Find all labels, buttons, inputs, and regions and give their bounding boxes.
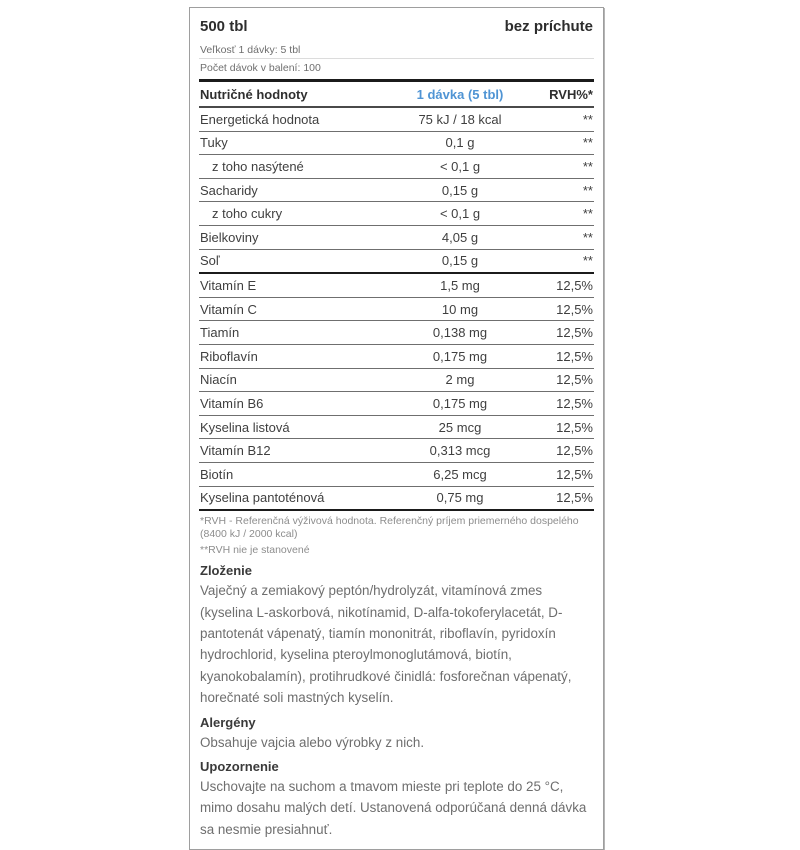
nutrient-name: Biotín [200,466,234,482]
nutrient-value: 0,313 mcg [429,443,491,459]
nutrient-value: 0,15 g [441,253,479,269]
table-row [199,179,594,203]
table-row [199,132,594,156]
table-row [199,250,594,275]
product-quantity: 500 tbl [200,18,248,35]
nutrient-value: 2 mg [445,372,475,388]
nutrient-value: 1,5 mg [440,277,480,293]
footnote-rvh-definition: *RVH - Referenčná výživová hodnota. Referenčný príjem priemerného dospelého (8400 kJ / 2000 kcal) [200,515,579,541]
nutrient-value: 6,25 mcg [433,466,487,482]
nutrient-rvh: ** [582,206,593,222]
nutrient-name: Vitamín C [200,301,257,317]
nutrient-name: Soľ [200,253,220,269]
nutrient-rvh: 12,5% [556,277,593,293]
nutrient-value: < 0,1 g [439,206,481,222]
nutrition-table-header [199,82,594,108]
table-row [199,345,594,369]
nutrition-table [199,108,594,511]
nutrient-rvh: 12,5% [556,348,593,364]
nutrient-name: Kyselina listová [200,419,290,435]
nutrient-rvh: 12,5% [556,301,593,317]
table-row [199,226,594,250]
nutrient-value: 10 mg [441,301,479,317]
nutrient-value: 4,05 g [441,229,479,245]
servings-count-line: Počet dávok v balení: 100 [200,61,321,74]
nutrient-value: 0,138 mg [432,325,488,341]
nutrient-rvh: ** [582,135,593,151]
ingredients-heading: Zloženie [200,563,253,579]
nutrient-name: Vitamín B6 [200,395,264,411]
nutrition-label-panel [189,7,604,850]
nutrient-rvh: 12,5% [556,395,593,411]
table-row [199,155,594,179]
nutrient-name: Sacharidy [200,182,258,198]
warning-body: Uschovajte na suchom a tmavom mieste pri teplote do 25 °C, mimo dosahu malých detí. Ustanovená odporúčaná denná dávka sa nesmie presiahnuť. [200,778,587,837]
table-row [199,487,594,512]
table-row [199,108,594,132]
nutrient-name: Tuky [200,135,228,151]
nutrient-name: Niacín [200,372,237,388]
nutrient-name: Bielkoviny [200,229,259,245]
nutrient-value: 0,175 mg [432,348,488,364]
table-row [199,416,594,440]
nutrient-name: Kyselina pantoténová [200,490,325,506]
table-row [199,439,594,463]
nutrient-name: z toho cukry [212,206,283,222]
nutrient-name: Energetická hodnota [200,111,320,127]
nutrient-name: Vitamín E [200,277,257,293]
nutrient-rvh: 12,5% [556,443,593,459]
table-row [199,369,594,393]
nutrient-value: < 0,1 g [439,158,481,174]
nutrient-name: Tiamín [200,325,240,341]
nutrient-name: z toho nasýtené [212,158,304,174]
table-row [199,463,594,487]
nutrient-value: 0,15 g [441,182,479,198]
table-row [199,321,594,345]
nutrient-rvh: ** [582,158,593,174]
nutrient-rvh: 12,5% [556,466,593,482]
nutrient-rvh: 12,5% [556,490,593,506]
allergens-section [199,715,594,753]
nutrient-rvh: ** [582,182,593,198]
nutrient-rvh: 12,5% [556,419,593,435]
nutrient-value: 75 kJ / 18 kcal [418,111,502,127]
table-row [199,202,594,226]
footnote-rvh-not-set: **RVH nie je stanovené [200,544,310,557]
serving-size-line: Veľkosť 1 dávky: 5 tbl [199,41,594,59]
table-row [199,298,594,322]
table-header-serving: 1 dávka (5 tbl) [416,86,504,102]
nutrient-name: Riboflavín [200,348,258,364]
nutrient-rvh: 12,5% [556,325,593,341]
footnotes-block [199,511,594,557]
nutrient-value: 0,75 mg [436,490,484,506]
nutrient-value: 25 mcg [438,419,482,435]
nutrient-value: 0,175 mg [432,395,488,411]
nutrient-rvh: ** [582,111,593,127]
ingredients-body: Vaječný a zemiakový peptón/hydrolyzát, vitamínová zmes (kyselina L-askorbová, nikotínamid, D-alfa-tokoferylacetát, D-pantotenát vápenatý, tiamín mononitrát, riboflavín, pyridoxín hydrochlorid, kyselina pteroylmonoglutámová, biotín, kyanokobalamín), protihrudkové činidlá: fosforečnan vápenatý, horečnaté soli mastných kyselín. [200,583,572,706]
allergens-heading: Alergény [200,714,256,730]
ingredients-section [199,563,594,708]
table-header-nutrients: Nutričné hodnoty [200,86,308,102]
product-flavor: bez príchute [504,18,593,35]
table-row [199,392,594,416]
nutrient-rvh: ** [582,229,593,245]
nutrient-value: 0,1 g [445,135,475,151]
nutrient-name: Vitamín B12 [200,443,271,459]
warning-heading: Upozornenie [200,758,279,774]
label-title-row [199,14,594,41]
allergens-body: Obsahuje vajcia alebo výrobky z nich. [200,734,425,750]
table-row [199,274,594,298]
nutrient-rvh: 12,5% [556,372,593,388]
table-header-rvh: RVH%* [549,86,593,102]
nutrient-rvh: ** [582,253,593,269]
